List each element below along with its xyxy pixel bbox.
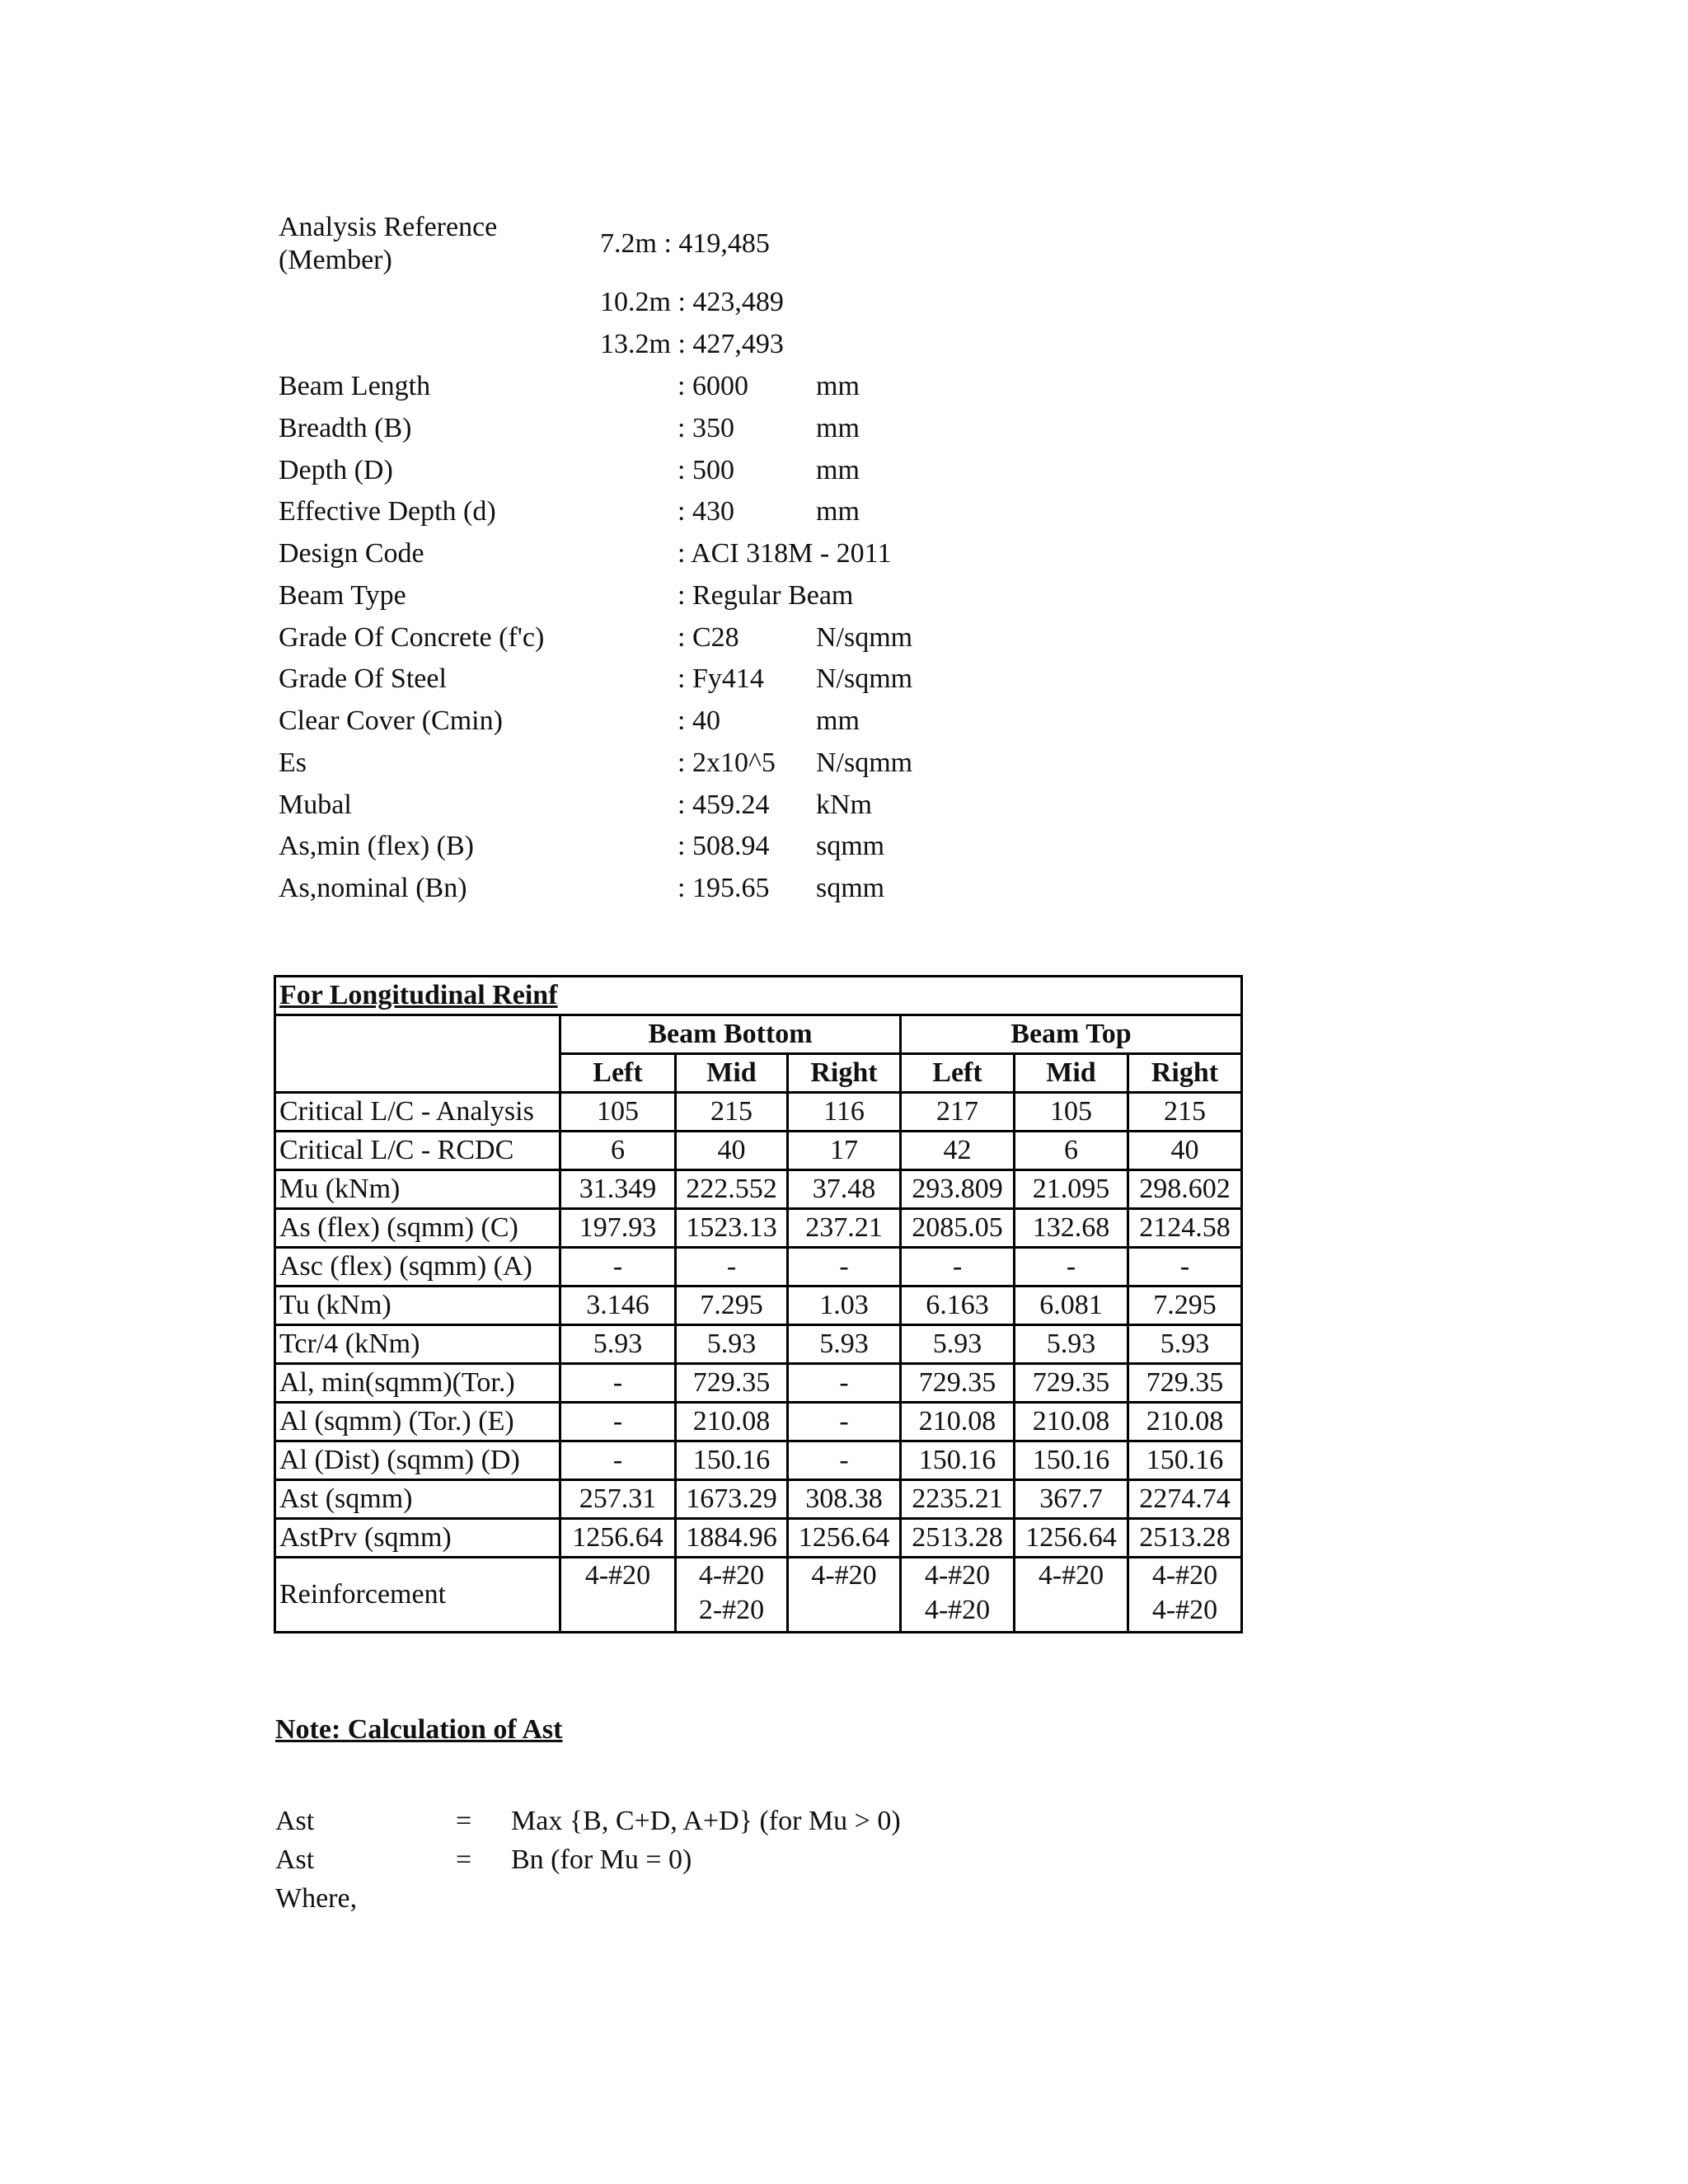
property-unit: mm bbox=[816, 455, 860, 485]
table-cell: 729.35 bbox=[1128, 1364, 1242, 1403]
table-cell: - bbox=[560, 1364, 676, 1403]
analysis-reference-entry: 13.2m : 427,493 bbox=[600, 329, 784, 359]
table-cell: 1256.64 bbox=[1015, 1519, 1128, 1558]
table-cell: - bbox=[560, 1403, 676, 1441]
table-cell: 308.38 bbox=[788, 1480, 901, 1519]
analysis-reference-entry: 7.2m : 419,485 bbox=[600, 228, 770, 259]
reinforcement-cell: 4-#20 4-#20 bbox=[1128, 1558, 1242, 1633]
reinforcement-cell: 4-#20 bbox=[788, 1558, 901, 1633]
table-cell: 1673.29 bbox=[676, 1480, 788, 1519]
property-label: Mubal bbox=[279, 790, 352, 820]
analysis-reference-label-line1: Analysis Reference bbox=[279, 212, 498, 242]
table-cell: 210.08 bbox=[676, 1403, 788, 1441]
note-lhs: Ast bbox=[275, 1806, 315, 1836]
table-cell: 21.095 bbox=[1015, 1170, 1128, 1209]
table-cell: 150.16 bbox=[676, 1441, 788, 1480]
note-title: Note: Calculation of Ast bbox=[275, 1714, 563, 1745]
property-value: : 430 bbox=[678, 496, 734, 527]
property-unit: N/sqmm bbox=[816, 663, 913, 694]
table-cell: 215 bbox=[1128, 1093, 1242, 1132]
table-cell: 7.295 bbox=[1128, 1286, 1242, 1325]
table-row bbox=[275, 1519, 1242, 1558]
table-row bbox=[275, 1132, 1242, 1170]
property-value: : 459.24 bbox=[678, 790, 770, 820]
row-label: Critical L/C - Analysis bbox=[275, 1093, 560, 1132]
property-unit: kNm bbox=[816, 790, 872, 820]
analysis-reference-label-line2: (Member) bbox=[279, 245, 392, 275]
table-cell: 5.93 bbox=[560, 1325, 676, 1364]
row-label: As (flex) (sqmm) (C) bbox=[275, 1209, 560, 1248]
table-cell: 215 bbox=[676, 1093, 788, 1132]
property-label: Es bbox=[279, 748, 307, 778]
table-cell: 3.146 bbox=[560, 1286, 676, 1325]
table-row bbox=[275, 1093, 1242, 1132]
table-cell: 150.16 bbox=[901, 1441, 1015, 1480]
table-cell: 1884.96 bbox=[676, 1519, 788, 1558]
property-value: : Fy414 bbox=[678, 663, 764, 694]
table-row bbox=[275, 1325, 1242, 1364]
property-value: : 508.94 bbox=[678, 831, 770, 861]
table-title: For Longitudinal Reinf bbox=[275, 977, 1242, 1015]
property-value: : 500 bbox=[678, 455, 734, 485]
table-cell: 40 bbox=[1128, 1132, 1242, 1170]
table-cell: 367.7 bbox=[1015, 1480, 1128, 1519]
empty-header-cell bbox=[275, 1015, 560, 1054]
property-label: Beam Length bbox=[279, 371, 431, 401]
row-label: Asc (flex) (sqmm) (A) bbox=[275, 1248, 560, 1286]
column-header: Left bbox=[901, 1054, 1015, 1093]
table-cell: 197.93 bbox=[560, 1209, 676, 1248]
longitudinal-reinforcement-table bbox=[274, 975, 1243, 1633]
table-cell: 293.809 bbox=[901, 1170, 1015, 1209]
table-cell: 105 bbox=[1015, 1093, 1128, 1132]
row-label: Al (Dist) (sqmm) (D) bbox=[275, 1441, 560, 1480]
table-cell: 5.93 bbox=[901, 1325, 1015, 1364]
property-value: : 2x10^5 bbox=[678, 748, 776, 778]
table-row bbox=[275, 1364, 1242, 1403]
property-unit: sqmm bbox=[816, 873, 885, 903]
group-header-row bbox=[275, 1015, 1242, 1054]
property-label: Beam Type bbox=[279, 580, 406, 611]
table-cell: 2235.21 bbox=[901, 1480, 1015, 1519]
row-label: Reinforcement bbox=[275, 1558, 560, 1633]
table-cell: 105 bbox=[560, 1093, 676, 1132]
table-cell: 6 bbox=[560, 1132, 676, 1170]
property-unit: mm bbox=[816, 371, 860, 401]
table-cell: 257.31 bbox=[560, 1480, 676, 1519]
table-cell: 210.08 bbox=[1015, 1403, 1128, 1441]
table-cell: 210.08 bbox=[901, 1403, 1015, 1441]
property-label: As,nominal (Bn) bbox=[279, 873, 467, 903]
table-row bbox=[275, 1441, 1242, 1480]
table-cell: 1523.13 bbox=[676, 1209, 788, 1248]
property-value: : 195.65 bbox=[678, 873, 770, 903]
row-label: Al (sqmm) (Tor.) (E) bbox=[275, 1403, 560, 1441]
table-cell: 116 bbox=[788, 1093, 901, 1132]
column-header: Mid bbox=[1015, 1054, 1128, 1093]
property-unit: N/sqmm bbox=[816, 748, 913, 778]
property-value: : Regular Beam bbox=[678, 580, 854, 611]
column-header: Left bbox=[560, 1054, 676, 1093]
table-cell: - bbox=[1015, 1248, 1128, 1286]
table-cell: 6.163 bbox=[901, 1286, 1015, 1325]
property-value: : 350 bbox=[678, 413, 734, 443]
table-row bbox=[275, 1286, 1242, 1325]
reinforcement-row bbox=[275, 1558, 1242, 1633]
row-label: Ast (sqmm) bbox=[275, 1480, 560, 1519]
property-unit: N/sqmm bbox=[816, 622, 913, 653]
property-label: Effective Depth (d) bbox=[279, 496, 496, 527]
table-cell: 5.93 bbox=[1128, 1325, 1242, 1364]
note-lhs: Ast bbox=[275, 1844, 315, 1875]
reinforcement-cell: 4-#20 bbox=[1015, 1558, 1128, 1633]
table-cell: - bbox=[788, 1441, 901, 1480]
table-cell: - bbox=[788, 1364, 901, 1403]
table-row bbox=[275, 1480, 1242, 1519]
row-label: Tcr/4 (kNm) bbox=[275, 1325, 560, 1364]
property-value: : 6000 bbox=[678, 371, 748, 401]
property-label: Grade Of Steel bbox=[279, 663, 447, 694]
row-label: AstPrv (sqmm) bbox=[275, 1519, 560, 1558]
table-cell: - bbox=[560, 1441, 676, 1480]
table-cell: 17 bbox=[788, 1132, 901, 1170]
table-cell: 222.552 bbox=[676, 1170, 788, 1209]
table-cell: 150.16 bbox=[1015, 1441, 1128, 1480]
table-cell: 7.295 bbox=[676, 1286, 788, 1325]
table-cell: 729.35 bbox=[1015, 1364, 1128, 1403]
table-cell: - bbox=[1128, 1248, 1242, 1286]
property-unit: mm bbox=[816, 705, 860, 736]
reinforcement-cell: 4-#20 bbox=[560, 1558, 676, 1633]
property-label: Breadth (B) bbox=[279, 413, 412, 443]
property-label: Design Code bbox=[279, 538, 424, 569]
column-header: Right bbox=[1128, 1054, 1242, 1093]
note-rhs: Bn (for Mu = 0) bbox=[511, 1844, 692, 1875]
property-value: : ACI 318M - 2011 bbox=[678, 538, 892, 569]
table-cell: 6.081 bbox=[1015, 1286, 1128, 1325]
table-cell: 210.08 bbox=[1128, 1403, 1242, 1441]
row-label: Critical L/C - RCDC bbox=[275, 1132, 560, 1170]
table-cell: - bbox=[788, 1403, 901, 1441]
table-cell: 5.93 bbox=[1015, 1325, 1128, 1364]
reinforcement-cell: 4-#20 4-#20 bbox=[901, 1558, 1015, 1633]
column-header: Mid bbox=[676, 1054, 788, 1093]
column-header: Right bbox=[788, 1054, 901, 1093]
property-label: As,min (flex) (B) bbox=[279, 831, 475, 861]
group-header-beam-bottom: Beam Bottom bbox=[560, 1015, 901, 1054]
table-title-row bbox=[275, 977, 1242, 1015]
note-rhs: Max {B, C+D, A+D} (for Mu > 0) bbox=[511, 1806, 901, 1836]
column-header-row bbox=[275, 1054, 1242, 1093]
property-unit: mm bbox=[816, 413, 860, 443]
property-unit: mm bbox=[816, 496, 860, 527]
table-row bbox=[275, 1209, 1242, 1248]
table-cell: 31.349 bbox=[560, 1170, 676, 1209]
row-label: Al, min(sqmm)(Tor.) bbox=[275, 1364, 560, 1403]
table-cell: 37.48 bbox=[788, 1170, 901, 1209]
table-cell: 150.16 bbox=[1128, 1441, 1242, 1480]
table-cell: 132.68 bbox=[1015, 1209, 1128, 1248]
table-cell: 2513.28 bbox=[901, 1519, 1015, 1558]
table-cell: 2085.05 bbox=[901, 1209, 1015, 1248]
table-cell: 40 bbox=[676, 1132, 788, 1170]
property-value: : 40 bbox=[678, 705, 720, 736]
table-cell: 1256.64 bbox=[788, 1519, 901, 1558]
table-cell: 729.35 bbox=[676, 1364, 788, 1403]
group-header-beam-top: Beam Top bbox=[901, 1015, 1242, 1054]
table-row bbox=[275, 1170, 1242, 1209]
table-cell: - bbox=[560, 1248, 676, 1286]
table-cell: - bbox=[676, 1248, 788, 1286]
analysis-reference-entry: 10.2m : 423,489 bbox=[600, 287, 784, 317]
property-label: Clear Cover (Cmin) bbox=[279, 705, 503, 736]
property-value: : C28 bbox=[678, 622, 739, 653]
table-cell: 42 bbox=[901, 1132, 1015, 1170]
property-label: Grade Of Concrete (f'c) bbox=[279, 622, 545, 653]
table-cell: 2513.28 bbox=[1128, 1519, 1242, 1558]
table-cell: - bbox=[901, 1248, 1015, 1286]
table-cell: 298.602 bbox=[1128, 1170, 1242, 1209]
row-label: Mu (kNm) bbox=[275, 1170, 560, 1209]
note-equals: = bbox=[456, 1844, 472, 1875]
property-unit: sqmm bbox=[816, 831, 885, 861]
table-cell: 1.03 bbox=[788, 1286, 901, 1325]
table-cell: 1256.64 bbox=[560, 1519, 676, 1558]
property-label: Depth (D) bbox=[279, 455, 393, 485]
table-cell: - bbox=[788, 1248, 901, 1286]
row-label: Tu (kNm) bbox=[275, 1286, 560, 1325]
table-cell: 2124.58 bbox=[1128, 1209, 1242, 1248]
table-row bbox=[275, 1403, 1242, 1441]
table-cell: 5.93 bbox=[676, 1325, 788, 1364]
reinforcement-cell: 4-#20 2-#20 bbox=[676, 1558, 788, 1633]
empty-header-cell bbox=[275, 1054, 560, 1093]
table-cell: 6 bbox=[1015, 1132, 1128, 1170]
table-cell: 217 bbox=[901, 1093, 1015, 1132]
table-row bbox=[275, 1248, 1242, 1286]
table-body bbox=[275, 1093, 1242, 1558]
table-cell: 729.35 bbox=[901, 1364, 1015, 1403]
table-cell: 2274.74 bbox=[1128, 1480, 1242, 1519]
note-equals: = bbox=[456, 1806, 472, 1836]
note-where: Where, bbox=[275, 1883, 358, 1914]
table-cell: 5.93 bbox=[788, 1325, 901, 1364]
table-cell: 237.21 bbox=[788, 1209, 901, 1248]
